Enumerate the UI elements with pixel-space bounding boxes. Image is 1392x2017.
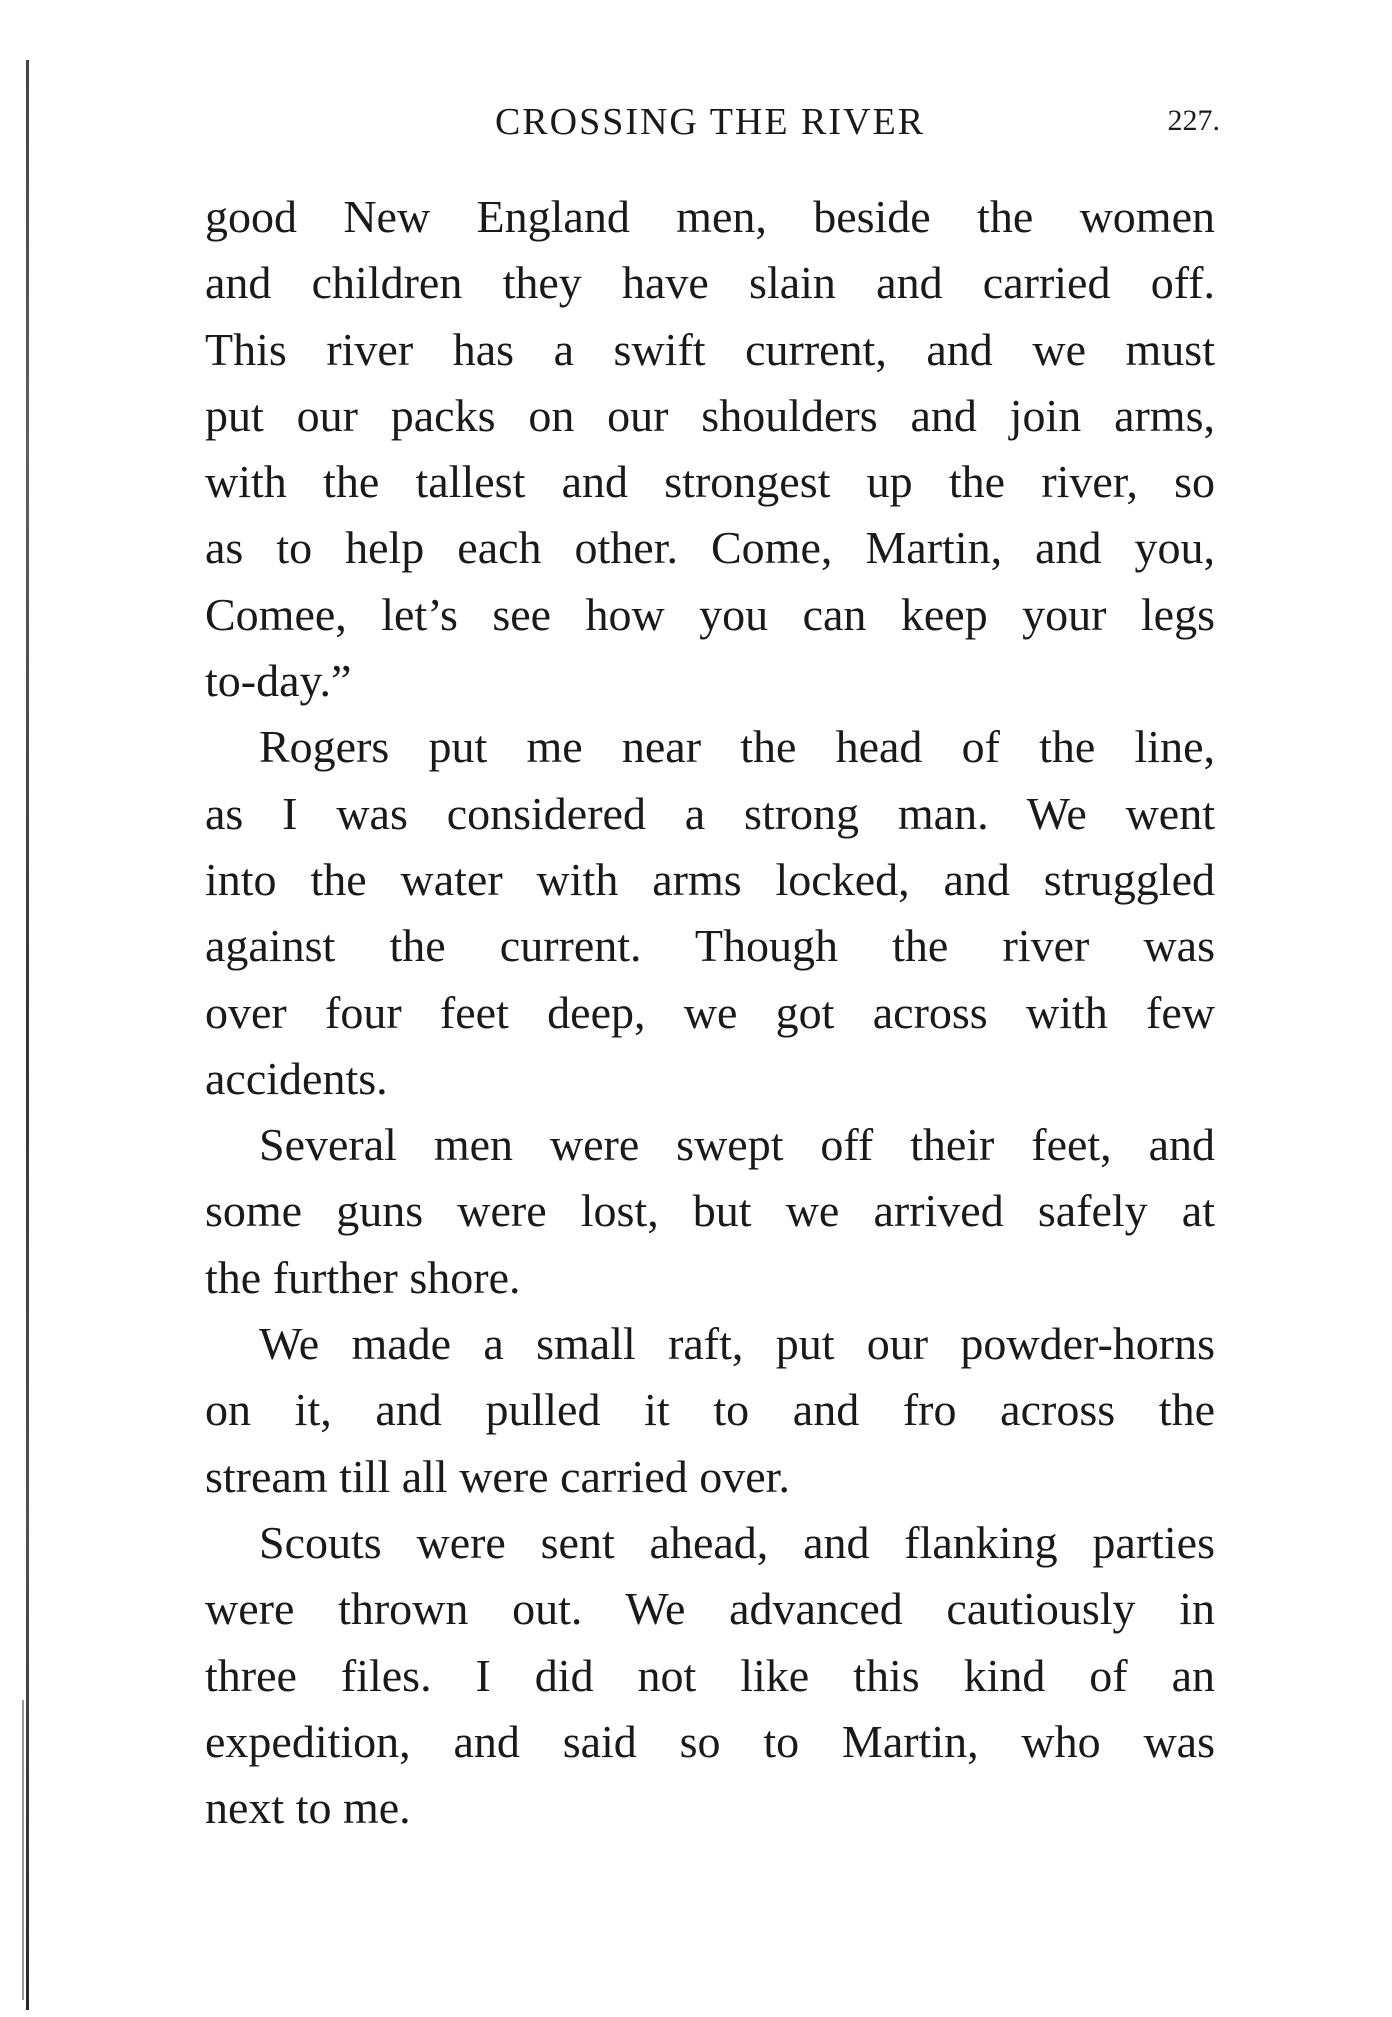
page-number: 227. (1167, 104, 1220, 137)
text-line: This river has a swift current, and we must (205, 323, 1215, 375)
text-line: some guns were lost, but we arrived safely at (205, 1185, 1215, 1237)
text-line: Rogers put me near the head of the line, (259, 721, 1215, 773)
text-line: Comee, let’s see how you can keep your legs (205, 588, 1215, 640)
body-text (205, 184, 1215, 1841)
text-line: put our packs on our shoulders and join arms, (205, 389, 1215, 441)
text-line: were thrown out. We advanced cautiously in (205, 1583, 1215, 1635)
text-line: expedition, and said so to Martin, who was (205, 1715, 1215, 1767)
text-line: next to me. (205, 1782, 411, 1834)
text-line: accidents. (205, 1052, 388, 1104)
running-title: CROSSING THE RIVER (494, 101, 926, 143)
text-line: on it, and pulled it to and fro across the (205, 1384, 1215, 1436)
text-line: to-day.” (205, 655, 352, 707)
text-line: over four feet deep, we got across with few (205, 986, 1215, 1038)
binding-edge (26, 60, 29, 2010)
text-line: the further shore. (205, 1251, 521, 1303)
text-line: and children they have slain and carried off. (205, 257, 1215, 309)
text-line: into the water with arms locked, and struggled (205, 853, 1215, 905)
text-line: as to help each other. Come, Martin, and you, (205, 522, 1215, 574)
text-line: three files. I did not like this kind of an (205, 1649, 1215, 1701)
text-line: with the tallest and strongest up the river, so (205, 456, 1215, 508)
text-line: We made a small raft, put our powder-horns (259, 1318, 1215, 1370)
text-line: as I was considered a strong man. We went (205, 787, 1215, 839)
text-line: good New England men, beside the women (205, 191, 1215, 242)
binding-edge-shadow (22, 1700, 24, 2000)
text-line: against the current. Though the river was (205, 920, 1215, 972)
text-line: stream till all were carried over. (205, 1450, 790, 1502)
text-line: Scouts were sent ahead, and flanking parties (259, 1516, 1215, 1568)
text-line: Several men were swept off their feet, and (259, 1119, 1215, 1171)
running-head (205, 96, 1220, 146)
